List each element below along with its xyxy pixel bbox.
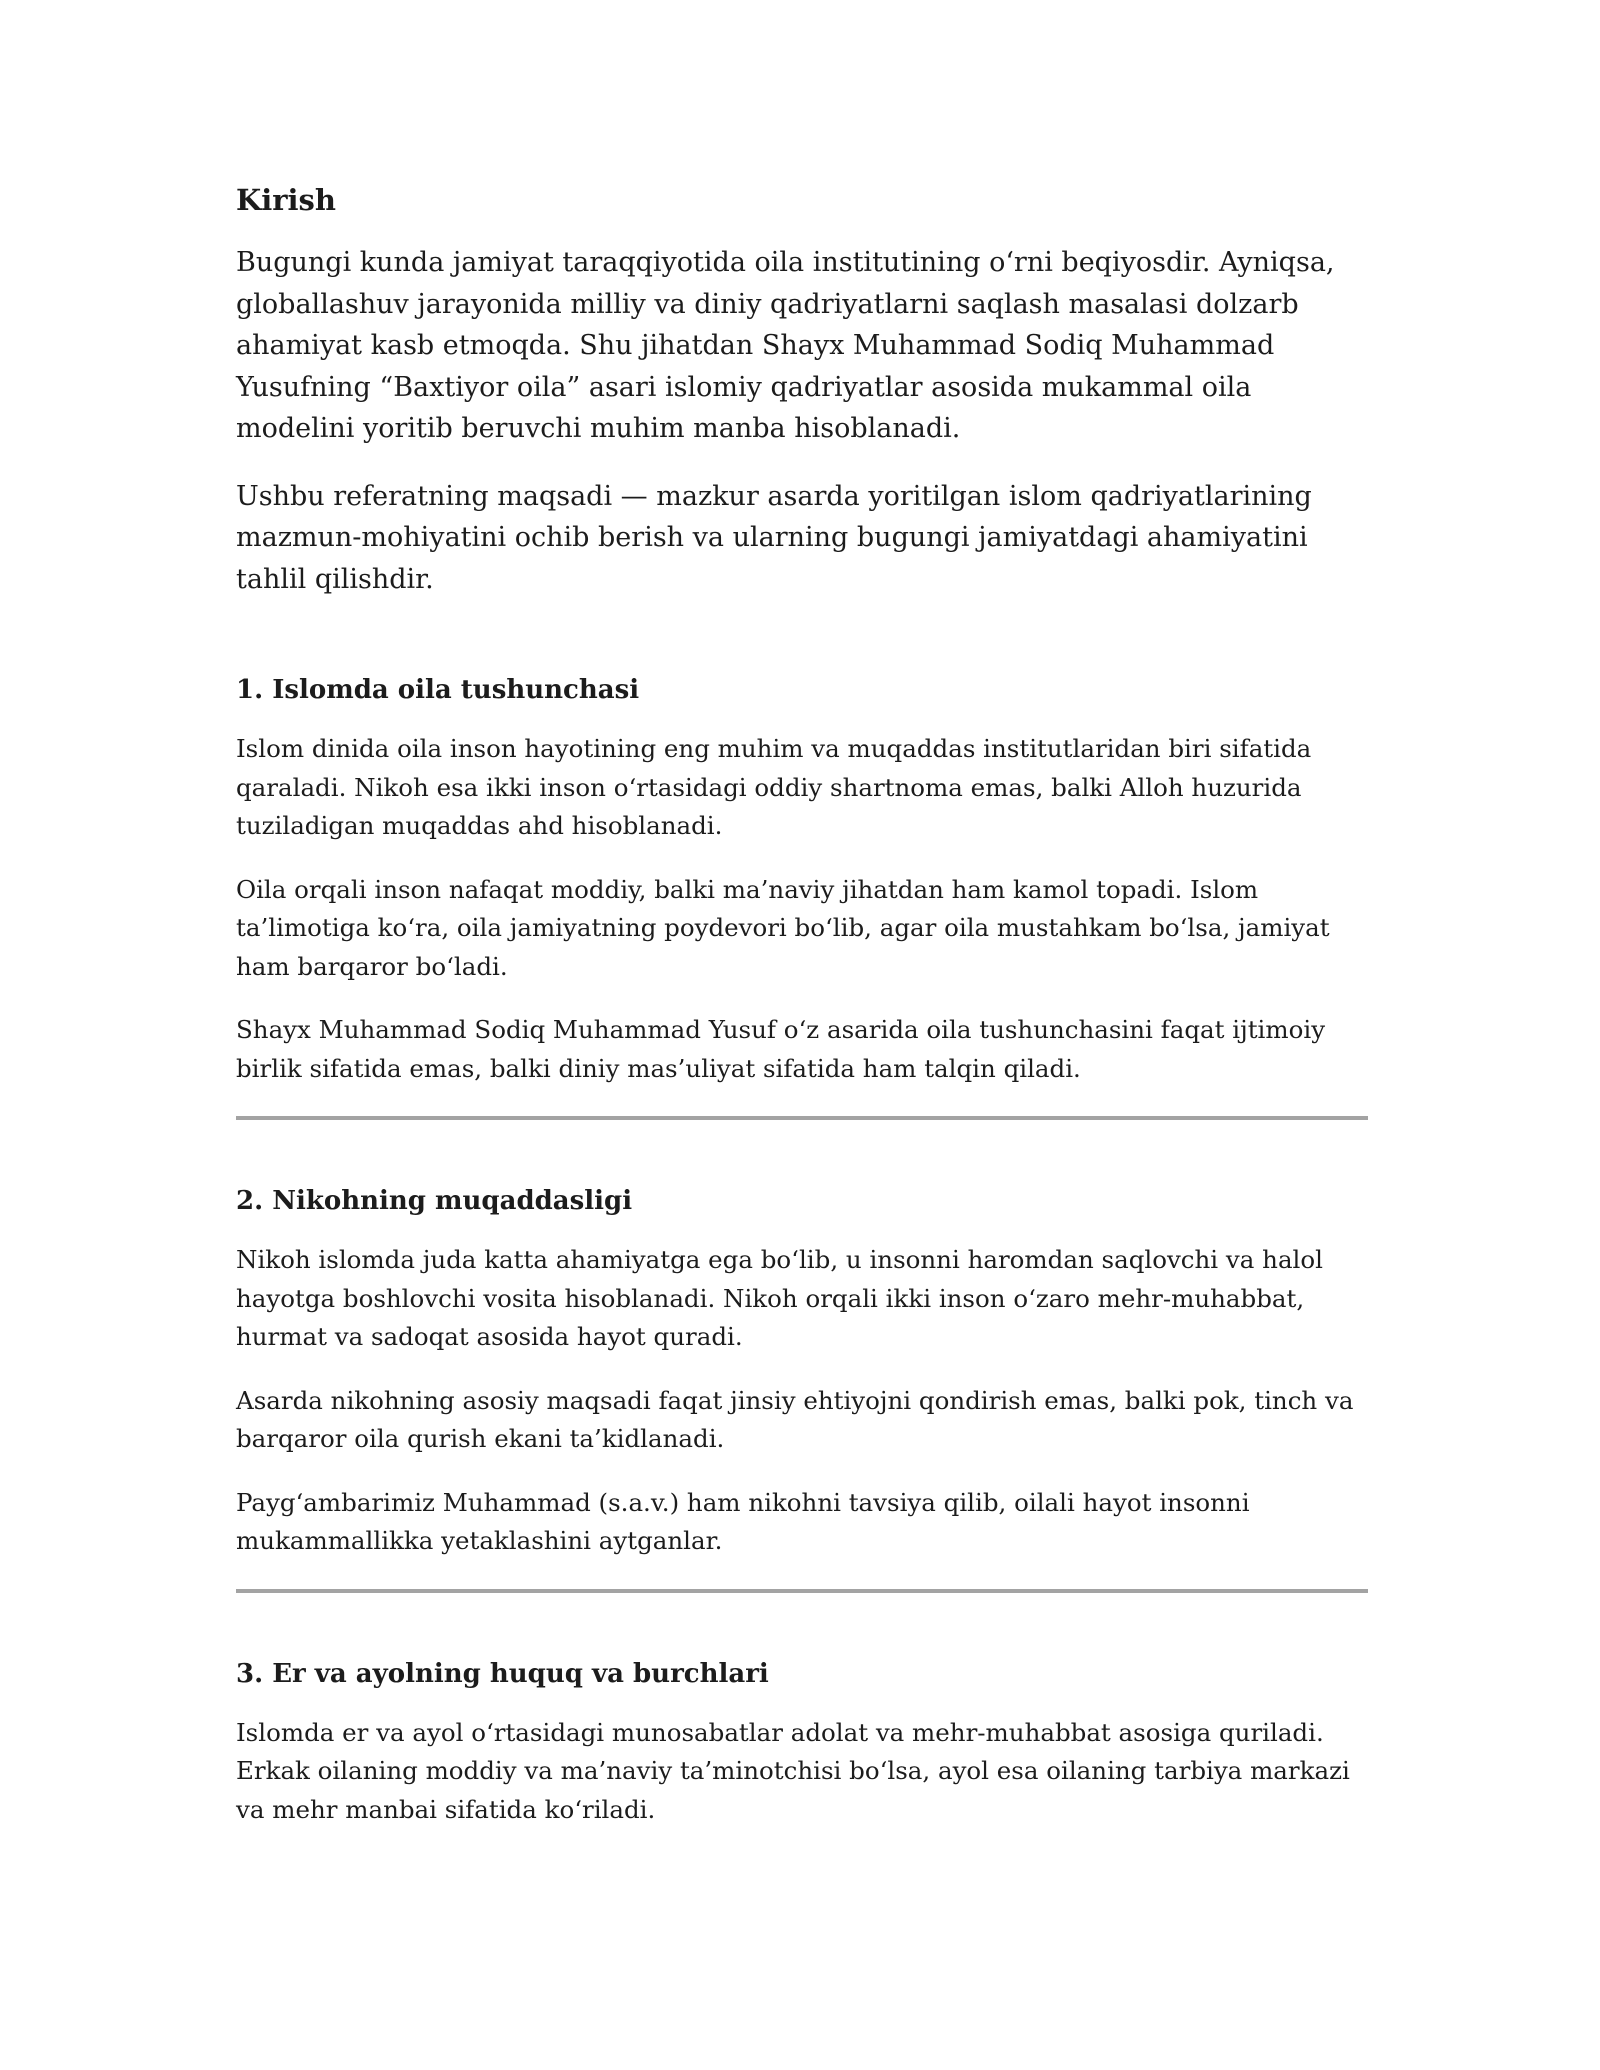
section-3 <box>236 1656 1368 1830</box>
section-heading: 3. Er va ayolning huquq va burchlari <box>236 1658 769 1689</box>
intro-section <box>236 180 1368 600</box>
section-paragraph: Shayx Muhammad Sodiq Muhammad Yusuf o‘z asarida oila tushunchasini faqat ijtimoiy birlik sifatida emas, balki diniy mas’uliyat sifatida ham talqin qiladi. <box>236 1015 1326 1083</box>
section-paragraph: Asarda nikohning asosiy maqsadi faqat jinsiy ehtiyojni qondirish emas, balki pok, tinch va barqaror oila qurish ekani ta’kidlanadi. <box>236 1385 1354 1453</box>
intro-paragraph: Ushbu referatning maqsadi — mazkur asarda yoritilgan islom qadriyatlarining mazmun-mohiyatini ochib berish va ularning bugungi jamiyatdagi ahamiyatini tahlil qilishdir. <box>236 480 1312 595</box>
section-paragraph: Islomda er va ayol o‘rtasidagi munosabatlar adolat va mehr-muhabbat asosiga quriladi. Erkak oilaning moddiy va ma’naviy ta’minotchisi bo‘lsa, ayol esa oilaning tarbiya markazi va mehr manbai sifatida ko‘riladi. <box>236 1717 1350 1824</box>
document-page <box>236 180 1368 1854</box>
section-paragraph: Nikoh islomda juda katta ahamiyatga ega bo‘lib, u insonni haromdan saqlovchi va halol hayotga boshlovchi vosita hisoblanadi. Nikoh orqali ikki inson o‘zaro mehr-muhabbat, hurmat va sadoqat asosida hayot quradi. <box>236 1245 1323 1351</box>
section-1 <box>236 672 1368 1120</box>
intro-heading: Kirish <box>236 183 336 217</box>
section-paragraph: Oila orqali inson nafaqat moddiy, balki ma’naviy jihatdan ham kamol topadi. Islom ta’limotiga ko‘ra, oila jamiyatning poydevori bo‘lib, agar oila mustahkam bo‘lsa, jamiyat ham barqaror bo‘ladi. <box>236 874 1330 981</box>
section-2 <box>236 1183 1368 1593</box>
section-divider <box>236 1116 1368 1120</box>
section-paragraph: Payg‘ambarimiz Muhammad (s.a.v.) ham nikohni tavsiya qilib, oilali hayot insonni mukammallikka yetaklashini aytganlar. <box>236 1487 1250 1555</box>
section-heading: 2. Nikohning muqaddasligi <box>236 1186 633 1216</box>
intro-paragraph: Bugungi kunda jamiyat taraqqiyotida oila institutining o‘rni beqiyosdir. Ayniqsa, globallashuv jarayonida milliy va diniy qadriyatlarni saqlash masalasi dolzarb ahamiyat kasb etmoqda. Shu jihatdan Shayx Muhammad Sodiq Muhammad Yusufning “Baxtiyor oila” asari islomiy qadriyatlar asosida mukammal oila modelini yoritib beruvchi muhim manba hisoblanadi. <box>236 247 1335 444</box>
section-divider <box>236 1589 1368 1593</box>
section-heading: 1. Islomda oila tushunchasi <box>236 675 640 705</box>
section-paragraph: Islom dinida oila inson hayotining eng muhim va muqaddas institutlaridan biri sifatida qaraladi. Nikoh esa ikki inson o‘rtasidagi oddiy shartnoma emas, balki Alloh huzurida tuziladigan muqaddas ahd hisoblanadi. <box>236 734 1312 840</box>
